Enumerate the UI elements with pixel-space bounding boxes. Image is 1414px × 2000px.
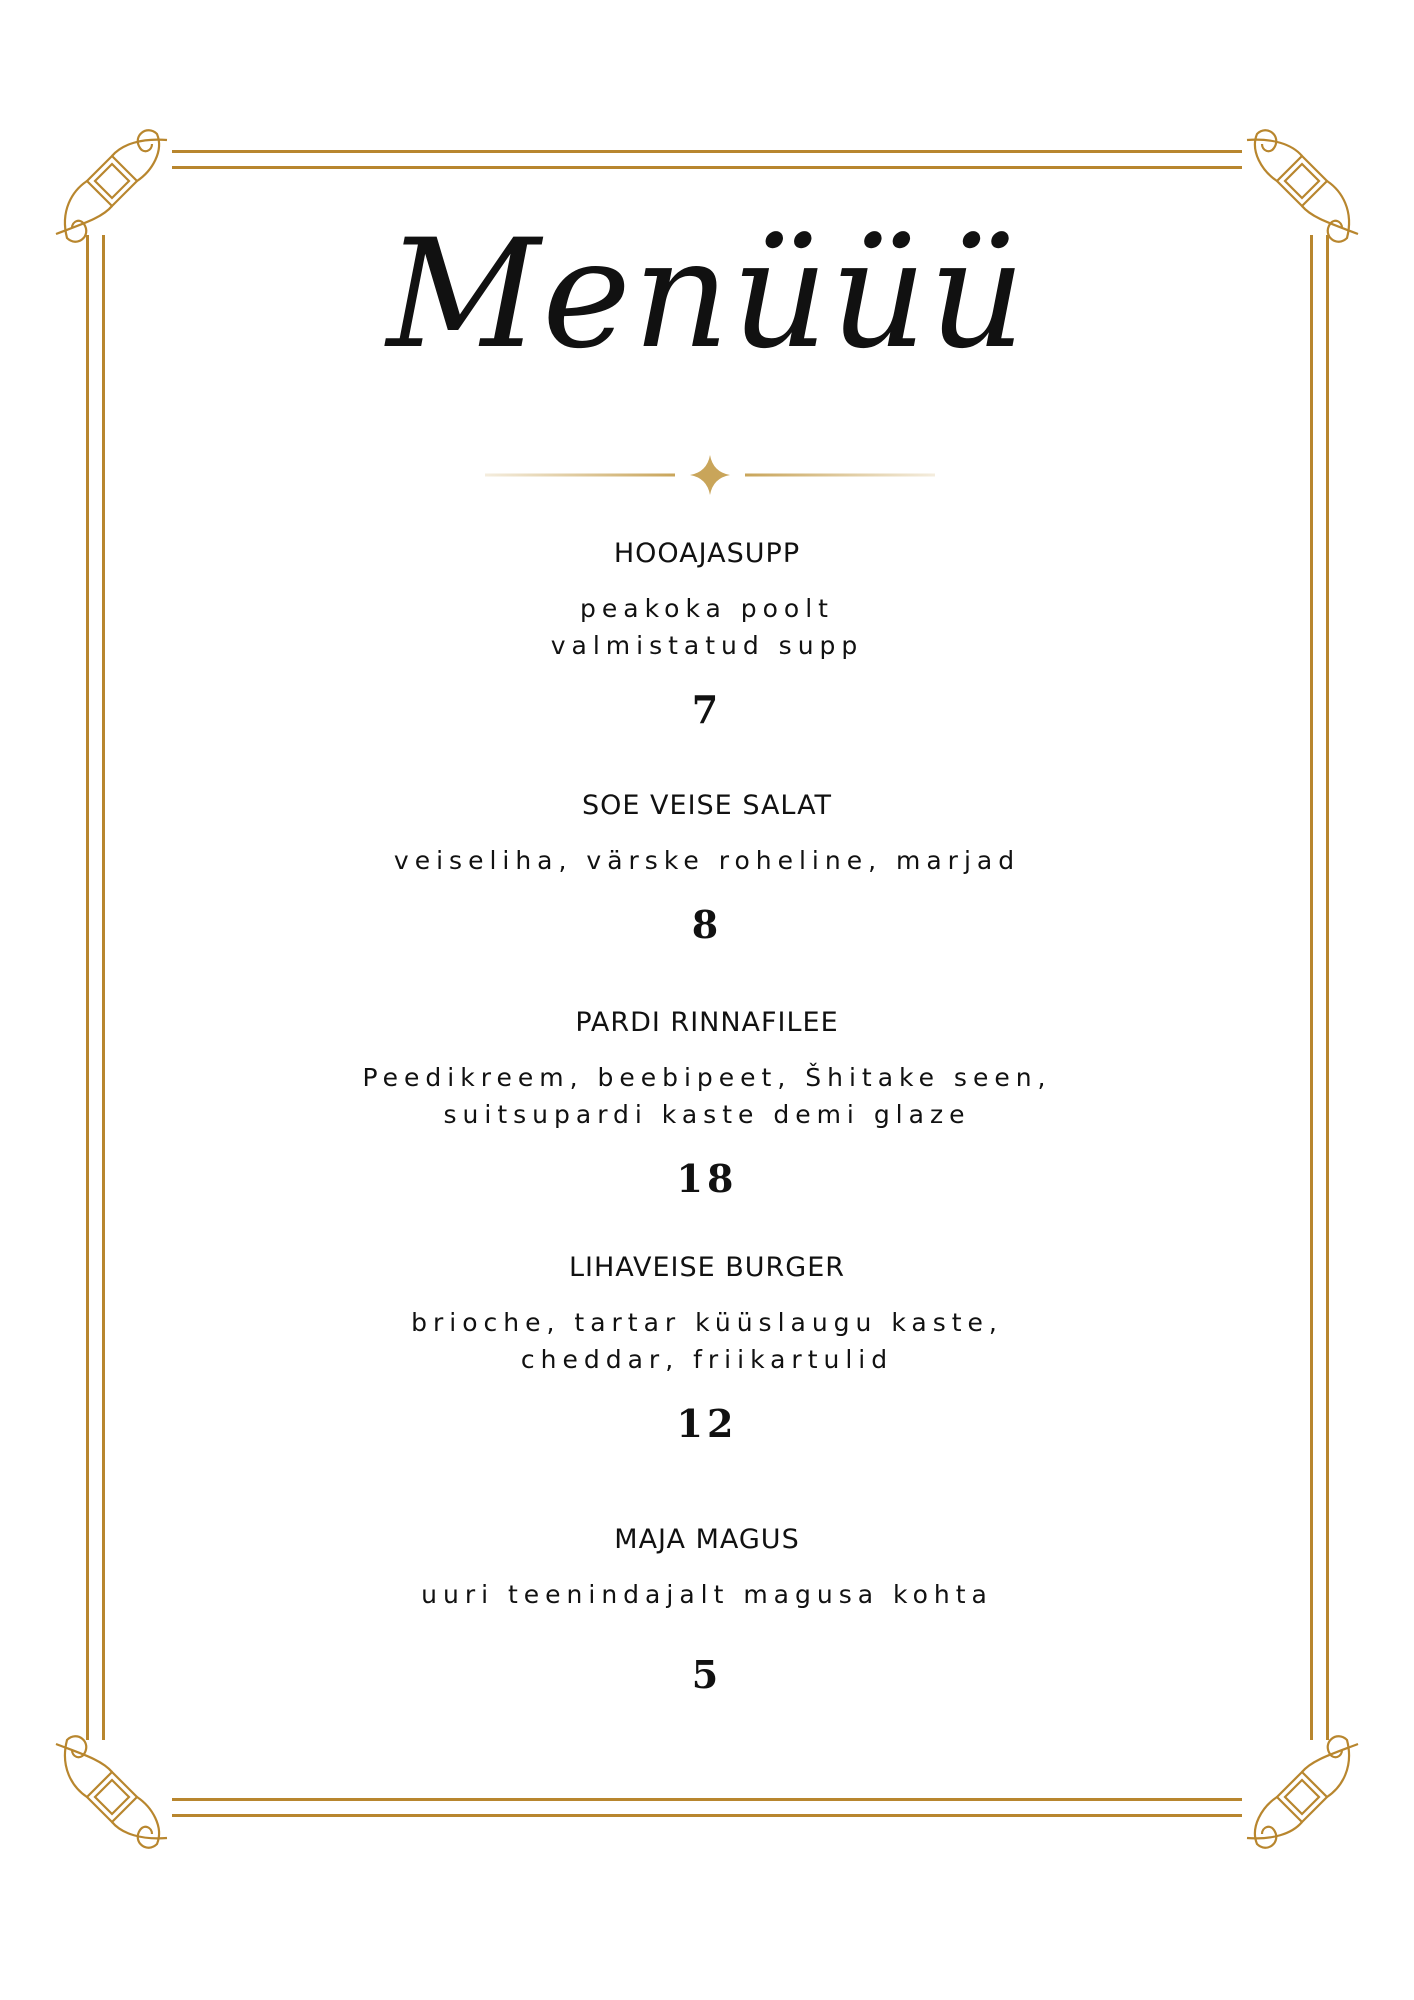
item-price: 7 [691, 687, 723, 732]
item-name: SOE VEISE SALAT [582, 790, 832, 821]
frame-right-outer [1326, 235, 1329, 1740]
frame-top-outer [172, 150, 1242, 153]
item-price: 12 [676, 1401, 738, 1446]
frame-right-inner [1310, 235, 1313, 1740]
menu-title: Menüüü [386, 208, 1028, 382]
item-description-line: Peedikreem, beebipeet, Šhitake seen, [362, 1063, 1052, 1092]
frame-top-inner [172, 166, 1242, 169]
item-name: MAJA MAGUS [614, 1524, 800, 1555]
item-description [0, 842, 1414, 879]
frame-left-inner [102, 235, 105, 1740]
frame-bottom-inner [172, 1798, 1242, 1801]
item-description-line: peakoka poolt [580, 594, 834, 623]
frame-left-outer [86, 235, 89, 1740]
item-description-line: veiseliha, värske roheline, marjad [393, 846, 1021, 875]
item-name: HOOAJASUPP [613, 538, 801, 569]
item-price: 5 [691, 1652, 723, 1697]
menu-item [0, 788, 1414, 949]
menu-item [0, 536, 1414, 734]
item-price: 18 [676, 1156, 738, 1201]
item-description [0, 1059, 1414, 1133]
frame-bottom-outer [172, 1814, 1242, 1817]
item-description [0, 1304, 1414, 1378]
item-name: LIHAVEISE BURGER [568, 1252, 846, 1283]
item-description-line: suitsupardi kaste demi glaze [443, 1100, 971, 1129]
item-description-line: valmistatud supp [550, 631, 864, 660]
menu-item [0, 1522, 1414, 1699]
star-divider-icon [485, 455, 935, 495]
item-description [0, 590, 1414, 664]
menu-item [0, 1250, 1414, 1448]
menu-item [0, 1005, 1414, 1203]
item-description-line: brioche, tartar küüslaugu kaste, [411, 1308, 1003, 1337]
item-description [0, 1576, 1414, 1613]
item-description-line: uuri teenindajalt magusa kohta [421, 1580, 993, 1609]
item-name: PARDI RINNAFILEE [575, 1007, 839, 1038]
item-description-line: cheddar, friikartulid [520, 1345, 894, 1374]
item-price: 8 [691, 902, 723, 947]
corner-ornament-bottom-left-icon [52, 1732, 172, 1852]
corner-ornament-bottom-right-icon [1242, 1732, 1362, 1852]
